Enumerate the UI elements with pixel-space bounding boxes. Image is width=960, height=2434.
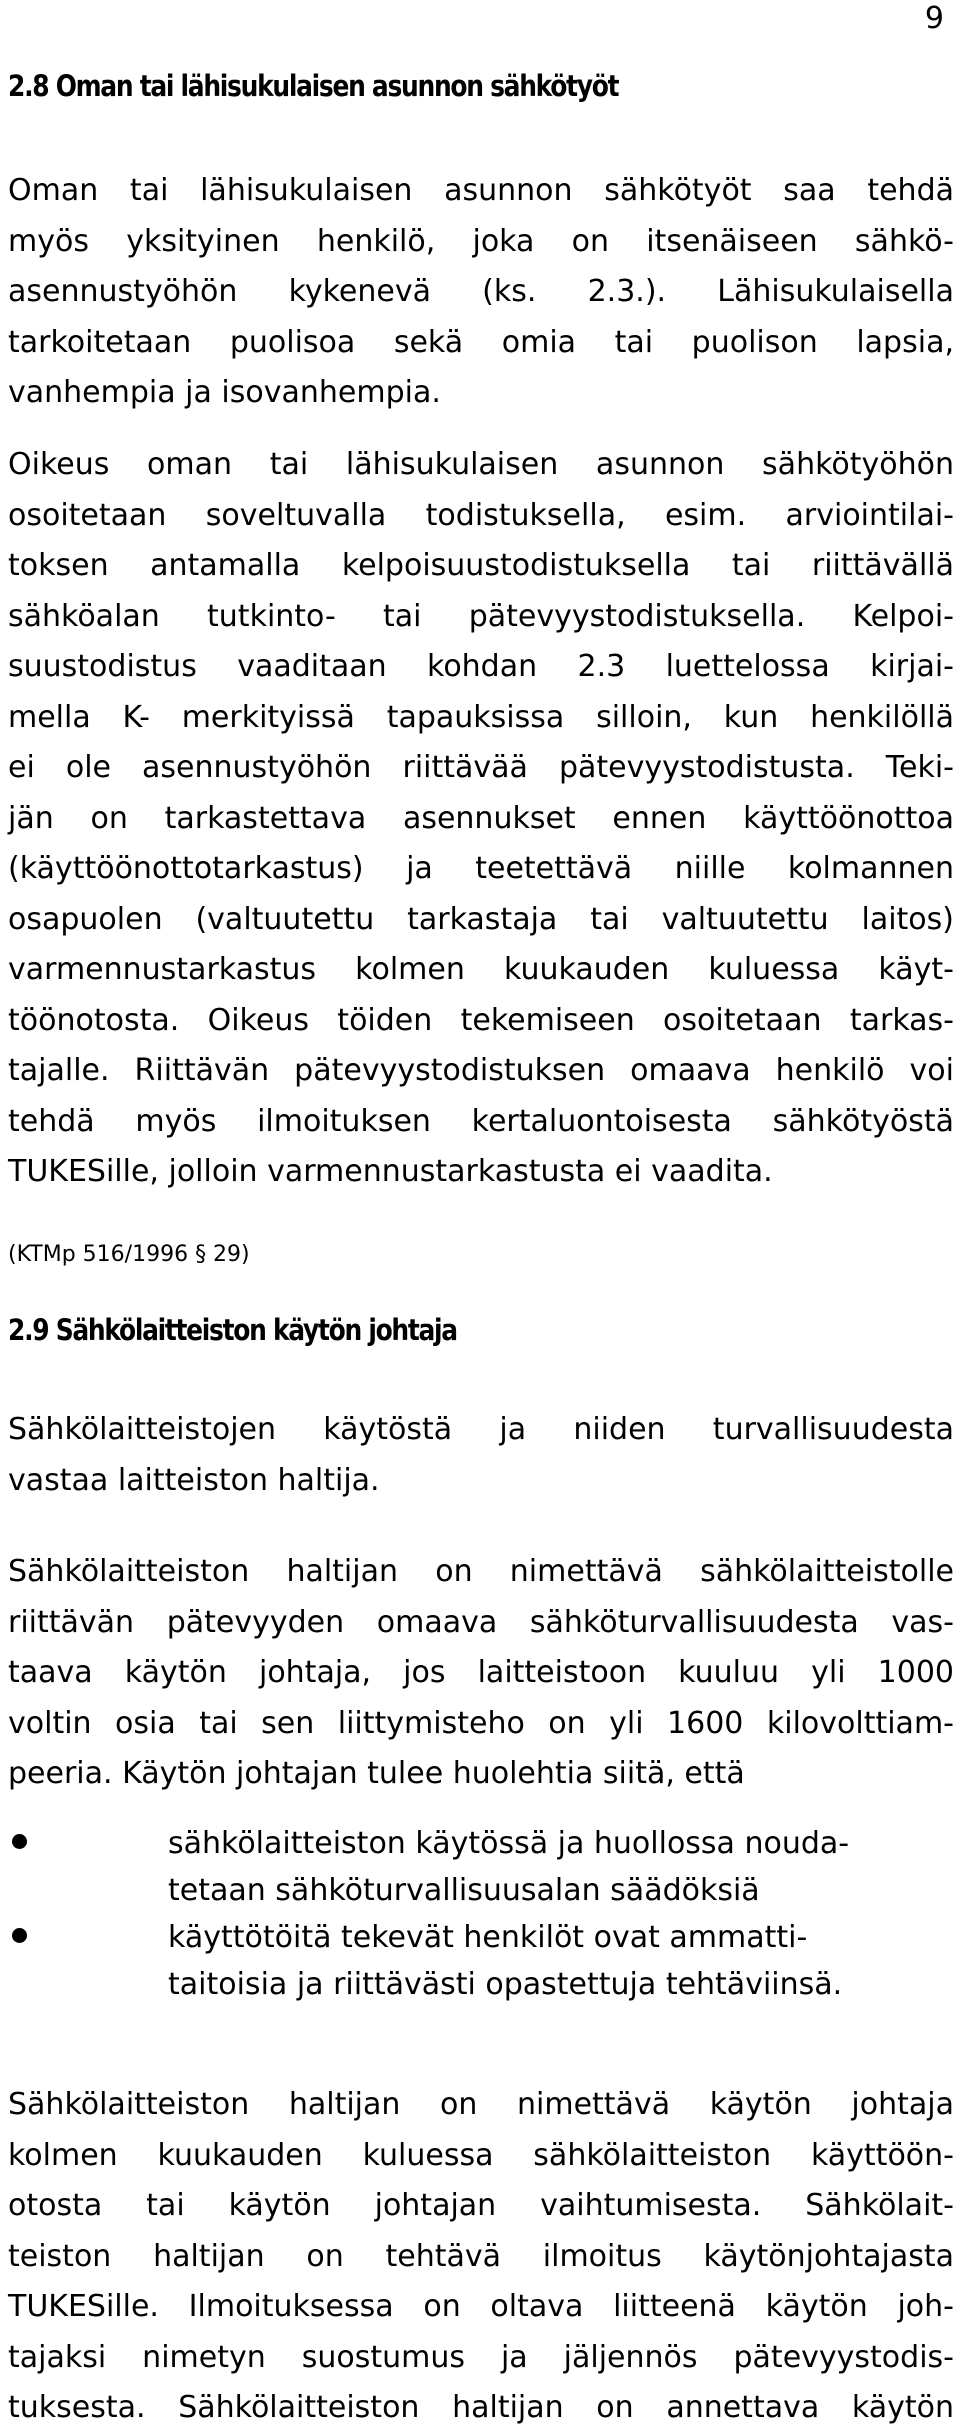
text-line: teiston haltijan on tehtävä ilmoitus käytönjohtajasta — [8, 2238, 954, 2274]
text-line: tajaksi nimetyn suostumus ja jäljennös pätevyystodis- — [8, 2339, 954, 2375]
text-line: vastaa laitteiston haltija. — [8, 1462, 380, 1498]
text-line: (käyttöönottotarkastus) ja teetettävä niille kolmannen — [8, 851, 954, 886]
section-2-9-paragraph-1 — [8, 1405, 954, 1506]
bullet-icon — [12, 1834, 27, 1849]
page-number: 9 — [924, 1, 944, 36]
list-item-text — [168, 1914, 954, 2008]
text-line: osoitetaan soveltuvalla todistuksella, esim. arviointilai- — [8, 497, 954, 533]
text-line: Oikeus oman tai lähisukulaisen asunnon sähkötyöhön — [8, 447, 954, 482]
text-line: taava käytön johtaja, jos laitteistoon kuuluu yli 1000 — [8, 1655, 954, 1690]
text-line: vanhempia ja isovanhempia. — [8, 375, 441, 410]
section-2-9-paragraph-2 — [8, 1547, 954, 1800]
text-line: jän on tarkastettava asennukset ennen käyttöönottoa — [8, 800, 954, 836]
text-line: tehdä myös ilmoituksen kertaluontoisesta sähkötyöstä — [8, 1103, 954, 1139]
text-line: taitoisia ja riittävästi opastettuja tehtäviinsä. — [168, 1967, 843, 2002]
text-line: kolmen kuukauden kuluessa sähkölaitteiston käyttöön- — [8, 2137, 954, 2173]
text-line: tetaan sähköturvallisuusalan säädöksiä — [168, 1873, 760, 1908]
text-line: Sähkölaitteistojen käytöstä ja niiden turvallisuudesta — [8, 1412, 954, 1447]
text-line: osapuolen (valtuutettu tarkastaja tai valtuutettu laitos) — [8, 901, 954, 937]
text-line: toksen antamalla kelpoisuustodistuksella tai riittävällä — [8, 548, 954, 583]
text-line: varmennustarkastus kolmen kuukauden kuluessa käyt- — [8, 952, 954, 987]
text-line: Sähkölaitteiston haltijan on nimettävä käytön johtaja — [8, 2087, 954, 2122]
text-line: ei ole asennustyöhön riittävää pätevyystodistusta. Teki- — [8, 750, 954, 785]
text-line: tarkoitetaan puolisoa sekä omia tai puolison lapsia, — [8, 324, 954, 360]
text-line: TUKESille. Ilmoituksessa on oltava liitteenä käytön joh- — [8, 2289, 954, 2324]
section-2-8-paragraph-2 — [8, 440, 954, 1198]
text-line: riittävän pätevyyden omaava sähköturvallisuudesta vas- — [8, 1604, 954, 1640]
section-heading-2-9: 2.9 Sähkölaitteiston käytön johtaja — [8, 1313, 457, 1347]
text-line: TUKESille, jolloin varmennustarkastusta ei vaadita. — [8, 1154, 773, 1189]
bullet-icon — [12, 1928, 27, 1943]
text-line: töönotosta. Oikeus töiden tekemiseen osoitetaan tarkas- — [8, 1002, 954, 1038]
text-line: sähköalan tutkinto- tai pätevyystodistuksella. Kelpoi- — [8, 598, 954, 634]
list-item-text — [168, 1820, 954, 1914]
text-line: käyttötöitä tekevät henkilöt ovat ammatti- — [168, 1920, 808, 1955]
list-item — [8, 1820, 954, 1914]
text-line: tuksesta. Sähkölaitteiston haltijan on annettava käytön — [8, 2390, 954, 2425]
list-item — [8, 1914, 954, 2008]
text-line: Sähkölaitteiston haltijan on nimettävä sähkölaitteistolle — [8, 1554, 954, 1589]
text-line: Oman tai lähisukulaisen asunnon sähkötyöt saa tehdä — [8, 173, 954, 208]
text-line: tajalle. Riittävän pätevyystodistuksen omaava henkilö voi — [8, 1053, 954, 1088]
responsibility-list — [8, 1820, 954, 2008]
text-line: sähkölaitteiston käytössä ja huollossa nouda- — [168, 1826, 850, 1861]
text-line: suustodistus vaaditaan kohdan 2.3 luettelossa kirjai- — [8, 649, 954, 684]
text-line: otosta tai käytön johtajan vaihtumisesta. Sähkölait- — [8, 2188, 954, 2223]
section-2-8-paragraph-1 — [8, 166, 954, 419]
text-line: mella K- merkityissä tapauksissa silloin, kun henkilöllä — [8, 699, 954, 735]
text-line: peeria. Käytön johtajan tulee huolehtia siitä, että — [8, 1756, 745, 1791]
text-line: myös yksityinen henkilö, joka on itsenäiseen sähkö- — [8, 223, 954, 259]
section-2-9-paragraph-3 — [8, 2080, 954, 2434]
section-heading-2-8: 2.8 Oman tai lähisukulaisen asunnon sähkötyöt — [8, 69, 619, 103]
legal-reference: (KTMp 516/1996 § 29) — [8, 1242, 250, 1267]
text-line: voltin osia tai sen liittymisteho on yli 1600 kilovolttiam- — [8, 1705, 954, 1741]
text-line: asennustyöhön kykenevä (ks. 2.3.). Lähisukulaisella — [8, 274, 954, 309]
